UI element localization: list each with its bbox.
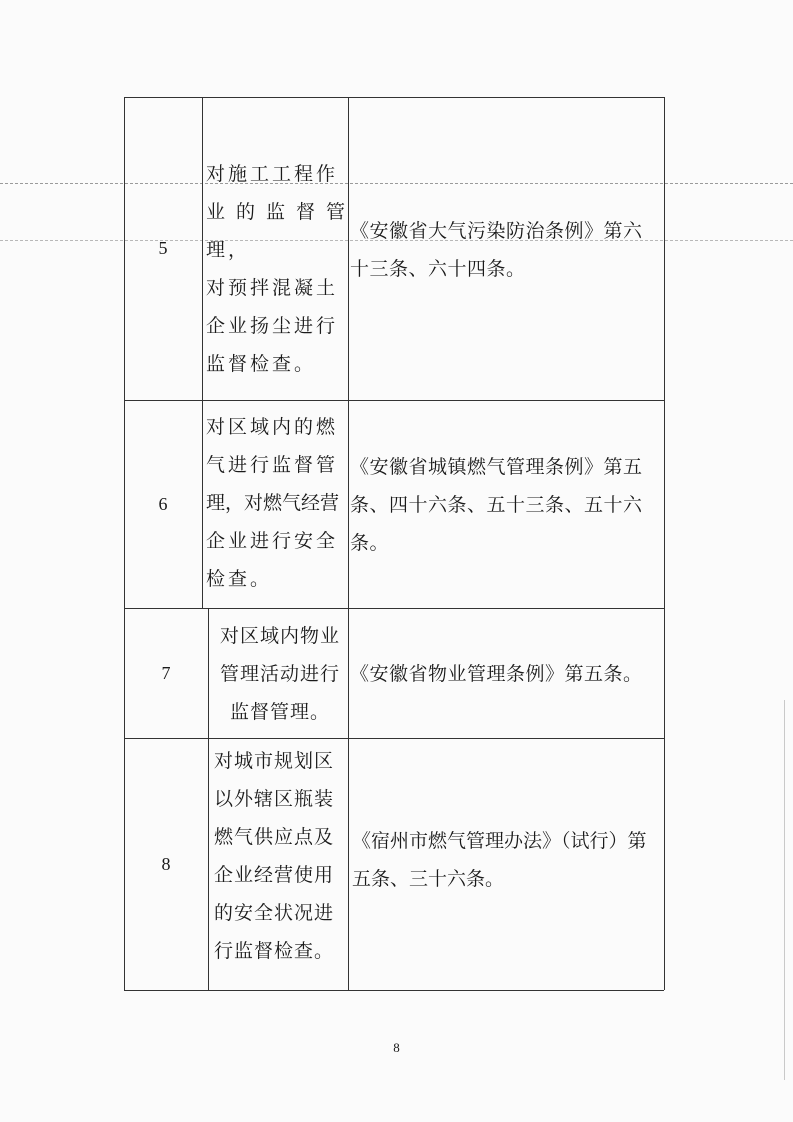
duty-line: 管理活动进行 bbox=[219, 663, 340, 685]
duty-line: 以外辖区瓶装 bbox=[214, 788, 335, 810]
basis-line: 十三条、六十四条。 bbox=[350, 258, 526, 280]
duty-line: 理，对燃气经营 bbox=[206, 492, 340, 514]
duty-line: 气进行监督管 bbox=[206, 454, 339, 476]
duty-line: 检查。 bbox=[206, 568, 273, 590]
table-border-right bbox=[664, 97, 665, 990]
duty-line: 对预拌混凝土 bbox=[206, 277, 339, 299]
column-divider bbox=[202, 97, 203, 608]
row-number: 7 bbox=[161, 662, 171, 683]
duty-line: 对区域内物业 bbox=[219, 625, 340, 647]
row-number: 8 bbox=[161, 853, 171, 874]
basis-line: 《安徽省大气污染防治条例》第六 bbox=[350, 220, 643, 242]
duty-line: 的安全状况进 bbox=[214, 902, 335, 924]
row-number: 5 bbox=[158, 238, 168, 258]
basis-cell bbox=[352, 822, 664, 1122]
basis-line: 《安徽省物业管理条例》第五条。 bbox=[350, 663, 643, 685]
basis-line: 条、四十六条、五十三条、五十六 bbox=[350, 494, 643, 516]
basis-line: 《安徽省城镇燃气管理条例》第五 bbox=[350, 456, 643, 478]
duty-line: 行监督检查。 bbox=[214, 940, 335, 962]
duty-line: 业的监督管理， bbox=[206, 201, 348, 261]
duty-cell bbox=[214, 742, 348, 1122]
duty-line: 企业进行安全 bbox=[206, 530, 339, 552]
duty-line: 对区域内的燃 bbox=[206, 416, 339, 438]
duty-line: 企业扬尘进行 bbox=[206, 315, 339, 337]
duty-line: 对施工工程作 bbox=[206, 163, 339, 185]
row-number: 6 bbox=[158, 493, 168, 514]
duty-line: 企业经营使用 bbox=[214, 864, 335, 886]
page-number: 8 bbox=[393, 1040, 400, 1055]
duty-line: 燃气供应点及 bbox=[214, 826, 335, 848]
basis-line: 条。 bbox=[350, 532, 390, 554]
basis-line: 五条、三十六条。 bbox=[352, 868, 505, 890]
table-border-top bbox=[124, 97, 664, 98]
duty-line: 对城市规划区 bbox=[214, 750, 335, 772]
duty-line: 监督管理。 bbox=[229, 701, 330, 723]
basis-line: 《宿州市燃气管理办法》（试行）第 bbox=[352, 830, 647, 852]
duty-line: 监督检查。 bbox=[206, 353, 317, 375]
column-divider bbox=[348, 97, 349, 990]
